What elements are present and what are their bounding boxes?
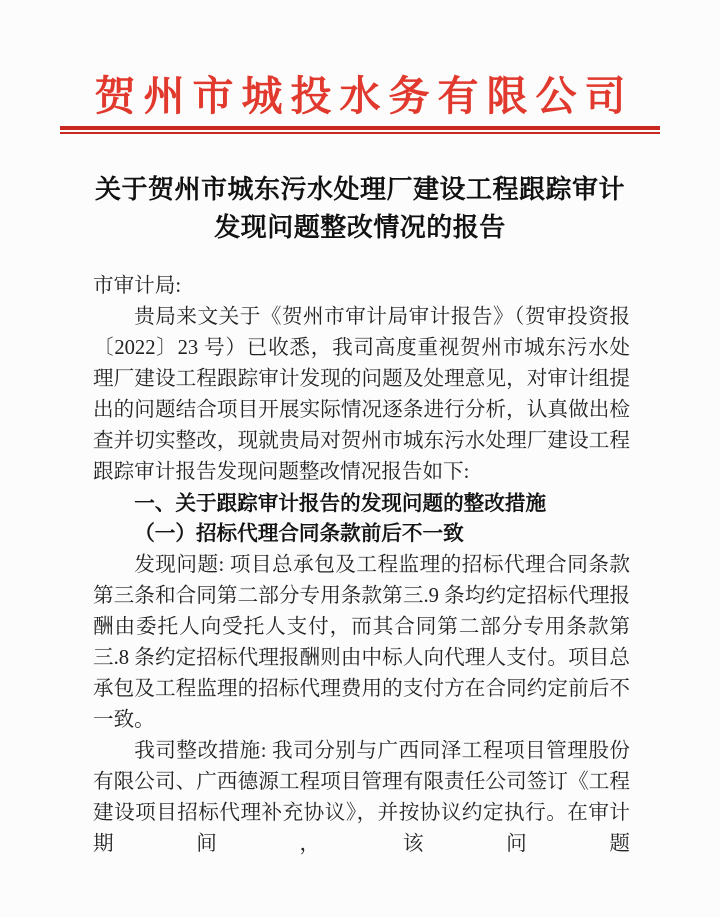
letterhead-rule-thin bbox=[60, 132, 660, 134]
section-heading: 一、关于跟踪审计报告的发现问题的整改措施 bbox=[134, 492, 547, 516]
salutation: 市审计局: bbox=[93, 275, 182, 298]
document-title-line1: 关于贺州市城东污水处理厂建设工程跟踪审计 bbox=[94, 175, 625, 205]
subsection-heading: （一）招标代理合同条款前后不一致 bbox=[134, 523, 464, 546]
paragraph-rectification-measures: 我司整改措施: 我司分别与广西同泽工程项目管理股份有限公司、广西德源工程项目管理有限责任公司签订《工程建设项目招标代理补充协议》，并按协议约定执行。在审计期间，该问题 bbox=[93, 740, 630, 856]
letterhead-rule-thick bbox=[60, 126, 660, 130]
paragraph-problem-found: 发现问题: 项目总承包及工程监理的招标代理合同条款第三条和合同第二部分专用条款第三.9 条均约定招标代理报酬由委托人向受托人支付，而其合同第二部分专用条款第三.8 条约定招标代理报酬则由中标人向代理人支付。项目总承包及工程监理的招标代理费用的支付方在合同约定前后不一致。 bbox=[93, 554, 630, 732]
document-title bbox=[0, 171, 720, 247]
letterhead bbox=[0, 0, 720, 134]
letterhead-divider bbox=[60, 126, 660, 134]
company-name: 贺州市城投水务有限公司 bbox=[94, 73, 634, 119]
document-title-line2: 发现问题整改情况的报告 bbox=[214, 213, 506, 243]
document-body bbox=[93, 271, 630, 860]
paragraph-intro: 贵局来文关于《贺州市审计局审计报告》（贺审投资报〔2022〕23 号）已收悉，我司高度重视贺州市城东污水处理厂建设工程跟踪审计发现的问题及处理意见，对审计组提出的问题结合项目开展实际情况逐条进行分析，认真做出检查并切实整改，现就贵局对贺州市城东污水处理厂建设工程跟踪审计报告发现问题整改情况报告如下: bbox=[93, 306, 630, 484]
